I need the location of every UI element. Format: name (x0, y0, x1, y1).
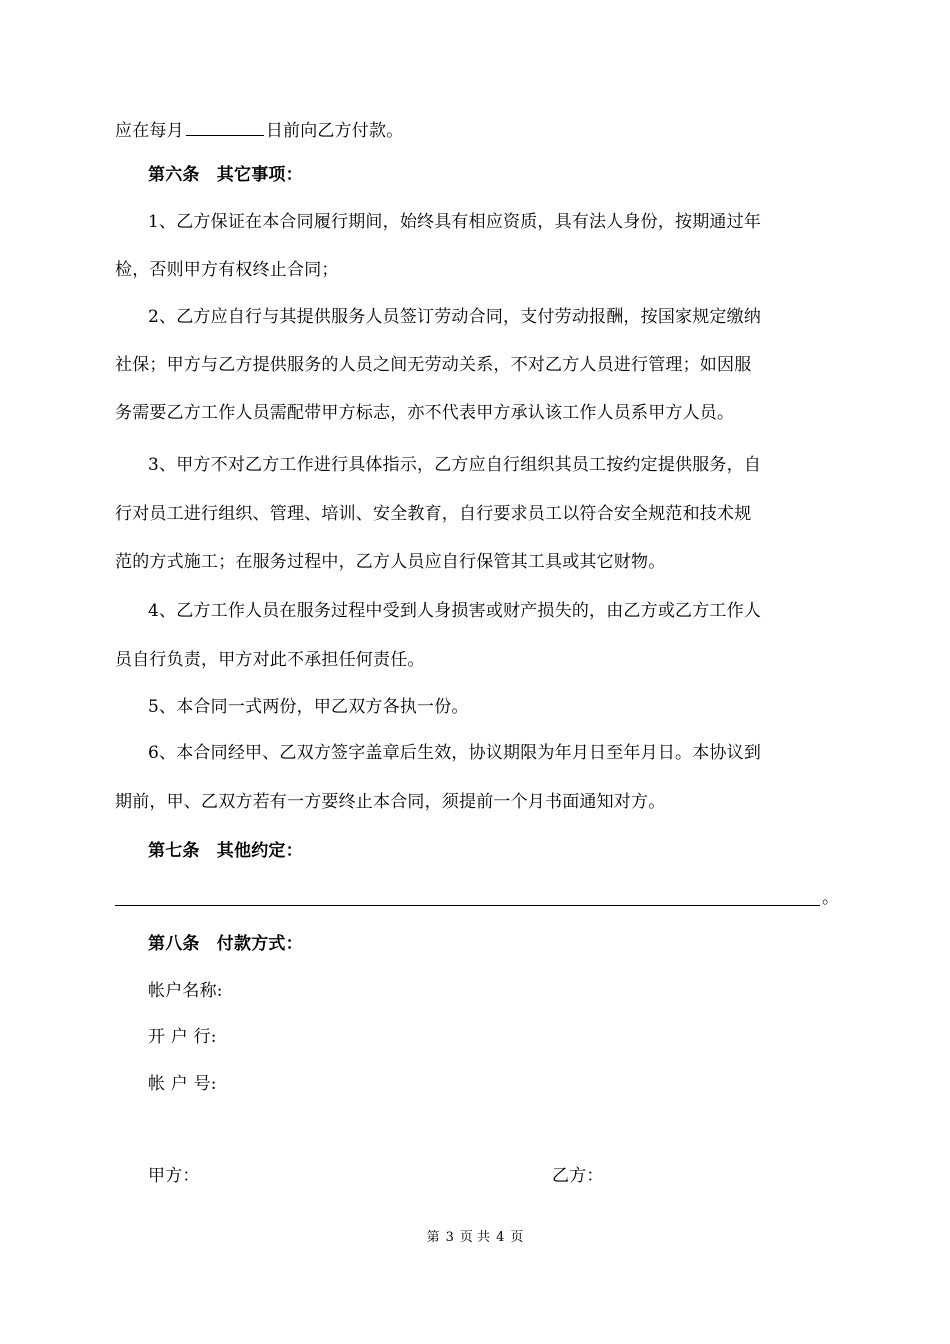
footer-current-page: 3 (445, 1230, 454, 1245)
article8-heading: 第八条 付款方式： (148, 934, 303, 954)
article6-heading: 第六条 其它事项： (148, 165, 303, 185)
article7-heading: 第七条 其他约定： (148, 841, 303, 861)
party-b-signature-label: 乙方： (552, 1166, 604, 1186)
payment-day-line (115, 118, 403, 141)
account-number-label: 帐 户 号: (148, 1074, 217, 1094)
payment-day-blank (186, 118, 264, 136)
article6-item1-line2: 检，否则甲方有权终止合同； (115, 260, 339, 280)
bank-label: 开 户 行: (148, 1027, 217, 1047)
other-terms-end-mark: 。 (822, 888, 839, 908)
footer-mid: 页 共 (459, 1230, 491, 1245)
article6-item4-line1: 4、乙方工作人员在服务过程中受到人身损害或财产损失的，由乙方或乙方工作人 (148, 601, 762, 621)
footer-prefix: 第 (426, 1230, 440, 1245)
footer-total-pages: 4 (496, 1230, 505, 1245)
article6-item3-line1: 3、甲方不对乙方工作进行具体指示，乙方应自行组织其员工按约定提供服务，自 (148, 455, 762, 475)
payment-line-prefix: 应在每月 (115, 121, 184, 141)
article6-item2-line3: 务需要乙方工作人员需配带甲方标志，亦不代表甲方承认该工作人员系甲方人员。 (115, 403, 735, 423)
article6-item6-line1: 6、本合同经甲、乙双方签字盖章后生效，协议期限为年月日至年月日。本协议到 (148, 743, 762, 763)
article6-item2-line2: 社保；甲方与乙方提供服务的人员之间无劳动关系，不对乙方人员进行管理；如因服 (115, 355, 752, 375)
account-name-label: 帐户名称: (148, 981, 223, 1001)
other-terms-blank-line (115, 905, 820, 906)
payment-line-suffix: 日前向乙方付款。 (265, 121, 404, 141)
article6-item3-line2: 行对员工进行组织、管理、培训、安全教育，自行要求员工以符合安全规范和技术规 (115, 504, 752, 524)
article6-item3-line3: 范的方式施工；在服务过程中，乙方人员应自行保管其工具或其它财物。 (115, 552, 666, 572)
article6-item2-line1: 2、乙方应自行与其提供服务人员签订劳动合同，支付劳动报酬，按国家规定缴纳 (148, 307, 762, 327)
article6-item5: 5、本合同一式两份，甲乙双方各执一份。 (148, 697, 469, 717)
footer-suffix: 页 (510, 1230, 524, 1245)
party-a-signature-label: 甲方： (148, 1166, 200, 1186)
page-footer (0, 1230, 950, 1246)
article6-item1-line1: 1、乙方保证在本合同履行期间，始终具有相应资质，具有法人身份，按期通过年 (148, 212, 762, 232)
article6-item6-line2: 期前，甲、乙双方若有一方要终止本合同，须提前一个月书面通知对方。 (115, 792, 666, 812)
article6-item4-line2: 员自行负责，甲方对此不承担任何责任。 (115, 650, 425, 670)
